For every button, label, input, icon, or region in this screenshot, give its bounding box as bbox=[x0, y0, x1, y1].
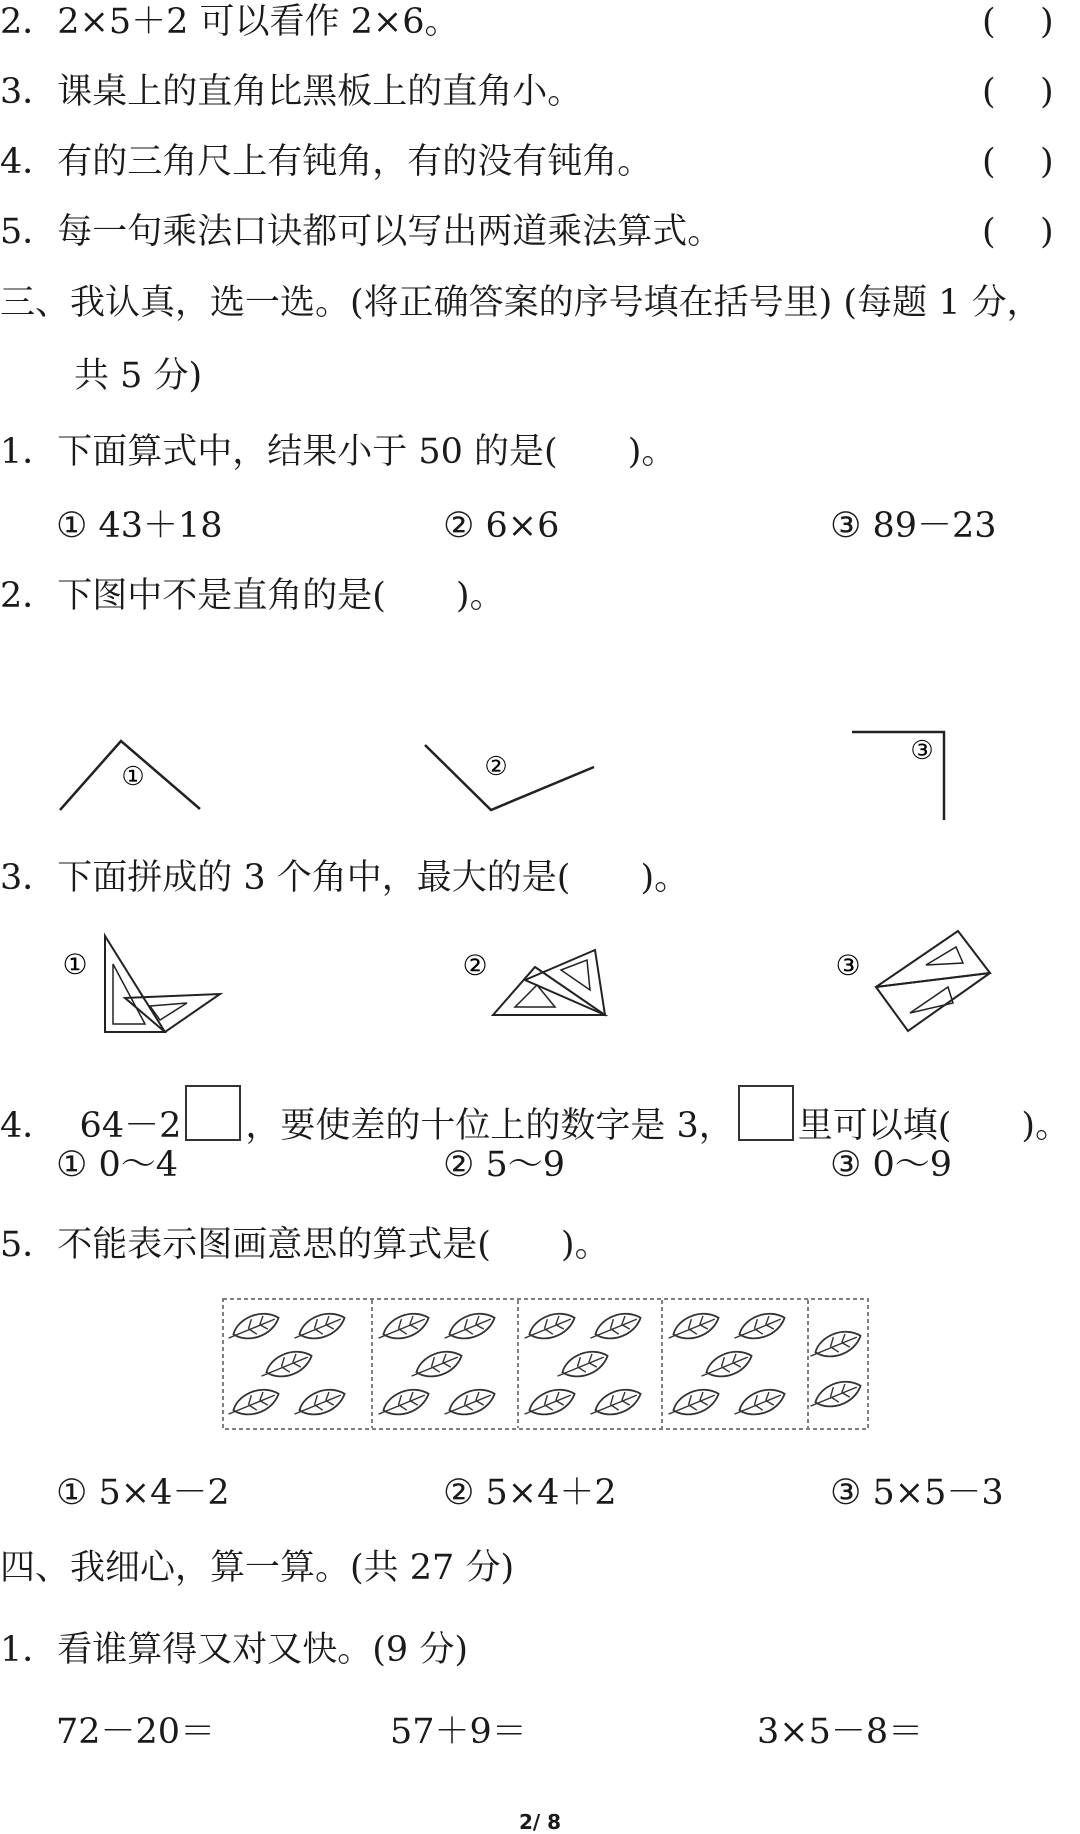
blank-box[interactable] bbox=[738, 1085, 794, 1141]
item-text: 每一句乘法口诀都可以写出两道乘法算式。 bbox=[57, 212, 723, 252]
answer-paren[interactable] bbox=[982, 142, 1054, 182]
calc-expression: 72－20＝ bbox=[56, 1712, 216, 1752]
paren-right: ) bbox=[1040, 2, 1054, 42]
figure-label: ③ bbox=[835, 949, 861, 982]
question-3: 3．下面拼成的 3 个角中，最大的是( )。 bbox=[0, 858, 690, 898]
option-1[interactable]: ① 5×4－2 bbox=[56, 1473, 230, 1513]
item-number: 2． bbox=[0, 2, 58, 42]
leaf-icon bbox=[697, 1346, 755, 1385]
calc-expression: 57＋9＝ bbox=[390, 1712, 527, 1752]
leaf-icon bbox=[520, 1384, 578, 1423]
leaf-icon bbox=[374, 1308, 432, 1347]
triangle-figure-2 bbox=[455, 945, 615, 1025]
leaf-icon bbox=[730, 1308, 788, 1347]
triangle-figure-1 bbox=[55, 928, 235, 1038]
paren-left: ( bbox=[982, 142, 996, 182]
angle-figure-1 bbox=[55, 735, 215, 815]
paren-left: ( bbox=[982, 212, 996, 252]
question-2: 2．下图中不是直角的是( )。 bbox=[0, 576, 505, 616]
section-4-question-1: 1．看谁算得又对又快。(9 分) bbox=[0, 1630, 468, 1670]
leaf-icon bbox=[440, 1308, 498, 1347]
judge-item-5 bbox=[0, 212, 722, 252]
option-3[interactable]: ③ 0～9 bbox=[830, 1145, 953, 1185]
judge-item-2 bbox=[0, 2, 460, 42]
question-4 bbox=[0, 1085, 1070, 1152]
leaf-icon bbox=[224, 1308, 282, 1347]
figure-label: ③ bbox=[910, 736, 934, 766]
leaf-icon bbox=[520, 1308, 578, 1347]
question-text: ，要使差的十位上的数字是 3， bbox=[245, 1106, 734, 1146]
leaf-icon bbox=[553, 1346, 611, 1385]
answer-paren[interactable] bbox=[982, 2, 1054, 42]
leaf-icon bbox=[664, 1308, 722, 1347]
paren-right: ) bbox=[1040, 212, 1054, 252]
judge-item-4 bbox=[0, 142, 652, 182]
option-2[interactable]: ② 5×4＋2 bbox=[443, 1473, 617, 1513]
paren-right: ) bbox=[1040, 72, 1054, 112]
figure-label: ② bbox=[462, 949, 488, 982]
answer-paren[interactable] bbox=[982, 72, 1054, 112]
section-3-title: 三、我认真，选一选。(将正确答案的序号填在括号里) (每题 1 分， bbox=[0, 283, 1042, 323]
leaf-picture bbox=[222, 1298, 869, 1430]
option-3[interactable]: ③ 89－23 bbox=[830, 506, 997, 546]
option-2[interactable]: ② 6×6 bbox=[443, 506, 560, 546]
angle-figure-3 bbox=[850, 728, 950, 824]
section-3-title-cont: 共 5 分) bbox=[74, 356, 203, 396]
section-4-title: 四、我细心，算一算。(共 27 分) bbox=[0, 1548, 515, 1588]
question-1: 1．下面算式中，结果小于 50 的是( )。 bbox=[0, 432, 677, 472]
option-2[interactable]: ② 5～9 bbox=[443, 1145, 566, 1185]
option-1[interactable]: ① 43＋18 bbox=[56, 506, 223, 546]
leaf-icon bbox=[440, 1384, 498, 1423]
judge-item-3 bbox=[0, 72, 582, 112]
leaf-icon bbox=[224, 1384, 282, 1423]
page-number: 2/ 8 bbox=[518, 1810, 562, 1834]
question-5: 5．不能表示图画意思的算式是( )。 bbox=[0, 1225, 610, 1265]
question-number: 4． bbox=[0, 1106, 58, 1146]
option-3[interactable]: ③ 5×5－3 bbox=[830, 1473, 1004, 1513]
option-1[interactable]: ① 0～4 bbox=[56, 1145, 179, 1185]
leaf-icon bbox=[290, 1308, 348, 1347]
leaf-icon bbox=[290, 1384, 348, 1423]
leaf-icon bbox=[586, 1308, 644, 1347]
item-text: 有的三角尺上有钝角，有的没有钝角。 bbox=[57, 142, 653, 182]
paren-left: ( bbox=[982, 2, 996, 42]
figure-label: ① bbox=[62, 948, 88, 981]
blank-box[interactable] bbox=[185, 1085, 241, 1141]
answer-paren[interactable] bbox=[982, 212, 1054, 252]
leaf-icon bbox=[257, 1346, 315, 1385]
leaf-icon bbox=[586, 1384, 644, 1423]
figure-label: ② bbox=[484, 752, 508, 782]
item-number: 4． bbox=[0, 142, 58, 182]
figure-label: ① bbox=[121, 762, 145, 792]
item-number: 3． bbox=[0, 72, 58, 112]
leaf-icon bbox=[374, 1384, 432, 1423]
paren-left: ( bbox=[982, 72, 996, 112]
leaf-icon bbox=[407, 1346, 465, 1385]
question-text: 里可以填( )。 bbox=[797, 1106, 1071, 1146]
item-text: 课桌上的直角比黑板上的直角小。 bbox=[57, 72, 583, 112]
leaf-icon bbox=[806, 1376, 864, 1415]
item-text: 2×5＋2 可以看作 2×6。 bbox=[57, 2, 460, 42]
expression: 64－2 bbox=[79, 1106, 182, 1146]
leaf-icon bbox=[664, 1384, 722, 1423]
calc-expression: 3×5－8＝ bbox=[757, 1712, 924, 1752]
leaf-icon bbox=[730, 1384, 788, 1423]
item-number: 5． bbox=[0, 212, 58, 252]
paren-right: ) bbox=[1040, 142, 1054, 182]
leaf-icon bbox=[806, 1326, 864, 1365]
angle-figure-2 bbox=[420, 740, 605, 815]
triangle-figure-3 bbox=[828, 925, 1003, 1037]
